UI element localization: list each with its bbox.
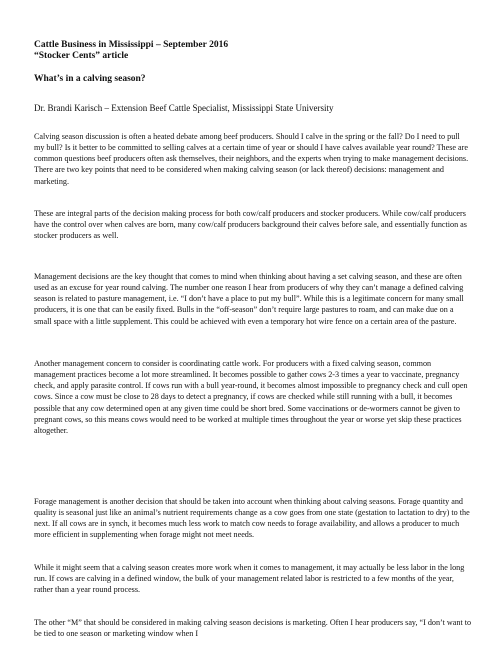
paragraph: Calving season discussion is often a heated debate among beef producers. Should I calve in the spring or the fall? Do I need to pull my bull? Is it better to be committed to selling calves at a certain time of year or should I have calves available year round? These are common questions beef producers often ask themselves, their neighbors, and the experts when trying to make management decisions. There are two key points that need to be considered when making calving season (or lack thereof) decisions: management and marketing.	[34, 132, 469, 186]
publication-line: Cattle Business in Mississippi – September 2016	[34, 40, 229, 50]
author-line: Dr. Brandi Karisch – Extension Beef Cattle Specialist, Mississippi State University	[34, 103, 334, 113]
paragraph: Another management concern to consider is coordinating cattle work. For producers with a fixed calving season, common management practices become a lot more streamlined. It becomes possible to gather cows 2-3 times a year to vaccinate, pregnancy check, and apply parasite control. If cows run with a bull year-round, it becomes almost impossible to pregnancy check and cull open cows. Since a cow must be close to 28 days to detect a pregnancy, if cows are checked while still running with a bull, it becomes possible that any cow determined open at any given time could be short bred. Some vaccinations or de-wormers cannot be given to pregnant cows, so this means cows would need to be worked at multiple times throughout the year or worse yet skip these practices altogether.	[34, 359, 468, 435]
column-name-line: “Stocker Cents” article	[34, 51, 129, 61]
paragraph: These are integral parts of the decision making process for both cow/calf producers and stocker producers. While cow/calf producers have the control over when calves are born, many cow/calf producers background their calves before sale, and essentially function as stocker producers as well.	[34, 209, 467, 241]
paragraph: Forage management is another decision that should be taken into account when thinking about calving seasons. Forage quantity and quality is seasonal just like an animal’s nutrient requirements change as a cow goes from one state (gestation to lactation to dry) to the next. If all cows are in synch, it becomes much less work to match cow needs to forage availability, and allows a producer to much more efficient in supplementing when forage might not meet needs.	[34, 497, 470, 540]
article-title: What’s in a calving season?	[34, 74, 146, 84]
document-header	[34, 40, 474, 62]
paragraph: While it might seem that a calving season creates more work when it comes to management, it may actually be less labor in the long run. If cows are calving in a defined window, the bulk of your management related labor is restricted to a few months of the year, rather than a year round process.	[34, 563, 465, 595]
paragraph: Management decisions are the key thought that comes to mind when thinking about having a set calving season, and these are often used as an excuse for year round calving. The number one reason I hear from producers of why they can’t manage a defined calving season is related to pasture management, i.e. “I don’t have a place to put my bull”. While this is a legitimate concern for many small producers, it is one that can be easily fixed. Bulls in the “off-season” don’t require large pastures to roam, and can make due on a small space with a little supplement. This could be achieved with even a temporary hot wire fence on a certain area of the pasture.	[34, 272, 464, 326]
paragraph: The other “M” that should be considered in making calving season decisions is marketing. Often I hear producers say, “I don’t want to be tied to one season or marketing window when I	[34, 618, 472, 639]
